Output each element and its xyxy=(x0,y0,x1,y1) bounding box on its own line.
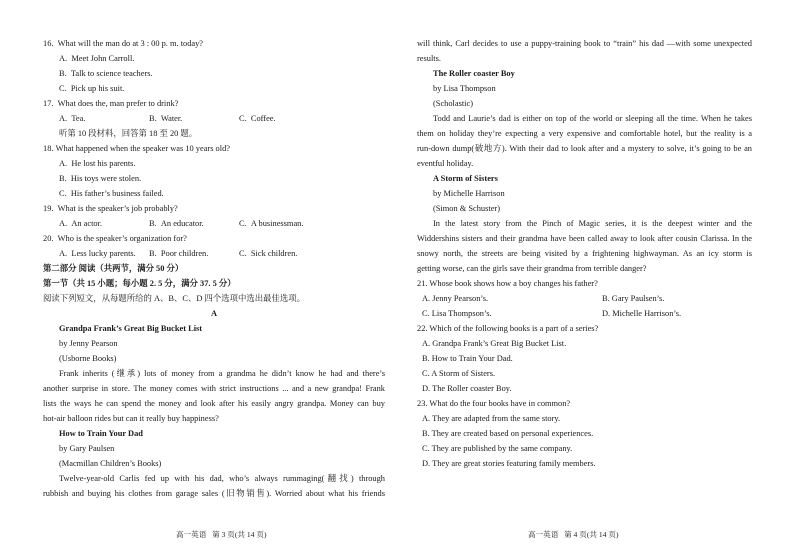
book-3-text-line: eventful holiday. xyxy=(417,159,474,168)
question-23-option-a: A. They are adapted from the same story. xyxy=(422,414,561,423)
book-1-title: Grandpa Frank’s Great Big Bucket List xyxy=(59,324,203,333)
book-1-text-line: hot-air balloon rides but can it really buy happiness? xyxy=(43,414,219,423)
question-21-stem: 21. Whose book shows how a boy changes his father? xyxy=(417,279,598,288)
book-2-text-line: will think, Carl decides to use a puppy-training book to “train” his dad —with some unexpected xyxy=(417,39,752,48)
book-3-text-line: run-down dump(破地方). With their dad to look after and a mystery to solve, it’s going to be an xyxy=(417,144,752,153)
book-1-text-line: lists the ways he can spend the money and look after his easily angry grandpa. Money can buy xyxy=(43,399,385,408)
book-4-text-line: snowy north, the streets are being visited by a frightening highwayman. As an icy storm is xyxy=(417,249,752,258)
question-17-option-b: B. Water. xyxy=(149,114,183,123)
question-22-option-b: B. How to Train Your Dad. xyxy=(422,354,513,363)
question-23-option-b: B. They are created based on personal experiences. xyxy=(422,429,594,438)
book-2-text-line: results. xyxy=(417,54,441,63)
question-21-option-c: C. Lisa Thompson’s. xyxy=(422,309,492,318)
question-19-stem: 19. What is the speaker’s job probably? xyxy=(43,204,178,213)
question-16-option-c: C. Pick up his suit. xyxy=(59,84,125,93)
book-2-author: by Gary Paulsen xyxy=(59,444,115,453)
question-22-option-a: A. Grandpa Frank’s Great Big Bucket List. xyxy=(422,339,567,348)
question-17-options xyxy=(43,111,385,126)
question-17-option-c: C. Coffee. xyxy=(239,114,276,123)
book-2-publisher: (Macmillan Children’s Books) xyxy=(59,459,162,468)
question-21-option-d: D. Michelle Harrison’s. xyxy=(602,309,682,318)
book-4-publisher: (Simon & Schuster) xyxy=(433,204,500,213)
book-4-text-line: Widdershins sisters and their grandma have been called away to look after cousin Clarissa. In the xyxy=(417,234,752,243)
reading-instructions: 阅读下列短文，从每题所给的 A、B、C、D 四个选项中选出最佳选项。 xyxy=(43,294,305,303)
page-4-column xyxy=(417,36,752,471)
book-3-author: by Lisa Thompson xyxy=(433,84,496,93)
section-1-heading: 第一节（共 15 小题；每小题 2. 5 分，满分 37. 5 分） xyxy=(43,279,236,288)
question-21-options-row-1 xyxy=(417,291,752,306)
question-20-option-a: A. Less lucky parents. xyxy=(59,249,136,258)
question-20-option-b: B. Poor children. xyxy=(149,249,209,258)
page-3-column xyxy=(43,36,385,501)
question-21-option-b: B. Gary Paulsen’s. xyxy=(602,294,665,303)
question-20-options xyxy=(43,246,385,261)
page-3-footer: 高一英语 第 3 页(共 14 页) xyxy=(176,530,267,539)
question-19-option-a: A. An actor. xyxy=(59,219,103,228)
book-2-text-line: rubbish and buying his clothes from garage sales (旧物销售). Worried about what his friends xyxy=(43,489,385,498)
question-18-option-a: A. He lost his parents. xyxy=(59,159,136,168)
question-18-stem: 18. What happened when the speaker was 10 years old? xyxy=(43,144,230,153)
question-19-option-c: C. A businessman. xyxy=(239,219,304,228)
book-4-text-line: getting worse, can the girls save their grandma from terrible danger? xyxy=(417,264,647,273)
book-3-text-line: Todd and Laurie’s dad is either on top of the world or sleeping all the time. When he takes xyxy=(433,114,752,123)
question-17-stem: 17. What does the, man prefer to drink? xyxy=(43,99,179,108)
question-18-option-b: B. His toys were stolen. xyxy=(59,174,142,183)
passage-letter: A xyxy=(210,309,218,318)
question-22-option-c: C. A Storm of Sisters. xyxy=(422,369,496,378)
book-4-text-line: In the latest story from the Pinch of Magic series, it is the deepest winter and the xyxy=(433,219,752,228)
part-2-heading: 第二部分 阅读（共两节，满分 50 分） xyxy=(43,264,184,273)
question-16-option-a: A. Meet John Carroll. xyxy=(59,54,135,63)
question-18-option-c: C. His father’s business failed. xyxy=(59,189,164,198)
question-19-options xyxy=(43,216,385,231)
question-20-stem: 20. Who is the speaker’s organization for? xyxy=(43,234,187,243)
book-3-title: The Roller coaster Boy xyxy=(433,69,515,78)
question-16-stem: 16. What will the man do at 3 : 00 p. m. today? xyxy=(43,39,204,48)
question-17-option-a: A. Tea. xyxy=(59,114,86,123)
question-19-option-b: B. An educator. xyxy=(149,219,204,228)
question-21-options-row-2 xyxy=(417,306,752,321)
question-23-option-d: D. They are great stories featuring family members. xyxy=(422,459,596,468)
book-1-publisher: (Usborne Books) xyxy=(59,354,117,363)
book-1-text-line: another surprise in store. The money comes with strict instructions ... and a new grandpa! Frank xyxy=(43,384,385,393)
question-16-option-b: B. Talk to science teachers. xyxy=(59,69,153,78)
audio-instruction: 听第 10 段材料，回答第 18 至 20 题。 xyxy=(59,129,198,138)
question-22-stem: 22. Which of the following books is a part of a series? xyxy=(417,324,599,333)
book-1-text-line: Frank inherits (继承) lots of money from a grandma he didn’t know he had and there’s xyxy=(59,369,385,378)
question-21-option-a: A. Jenny Pearson’s. xyxy=(422,294,489,303)
book-2-title: How to Train Your Dad xyxy=(59,429,143,438)
book-4-title: A Storm of Sisters xyxy=(433,174,498,183)
question-23-option-c: C. They are published by the same company. xyxy=(422,444,573,453)
question-23-stem: 23. What do the four books have in common? xyxy=(417,399,571,408)
page-4-footer: 高一英语 第 4 页(共 14 页) xyxy=(528,530,619,539)
book-3-publisher: (Scholastic) xyxy=(433,99,474,108)
question-22-option-d: D. The Roller coaster Boy. xyxy=(422,384,512,393)
book-4-author: by Michelle Harrison xyxy=(433,189,505,198)
book-3-text-line: them on holiday they’re expecting a very expensive and comfortable hotel, but the reality is a xyxy=(417,129,752,138)
book-2-text-line: Twelve-year-old Carlis fed up with his dad, who’s always rummaging(翻找) through xyxy=(59,474,385,483)
question-20-option-c: C. Sick children. xyxy=(239,249,298,258)
book-1-author: by Jenny Pearson xyxy=(59,339,118,348)
